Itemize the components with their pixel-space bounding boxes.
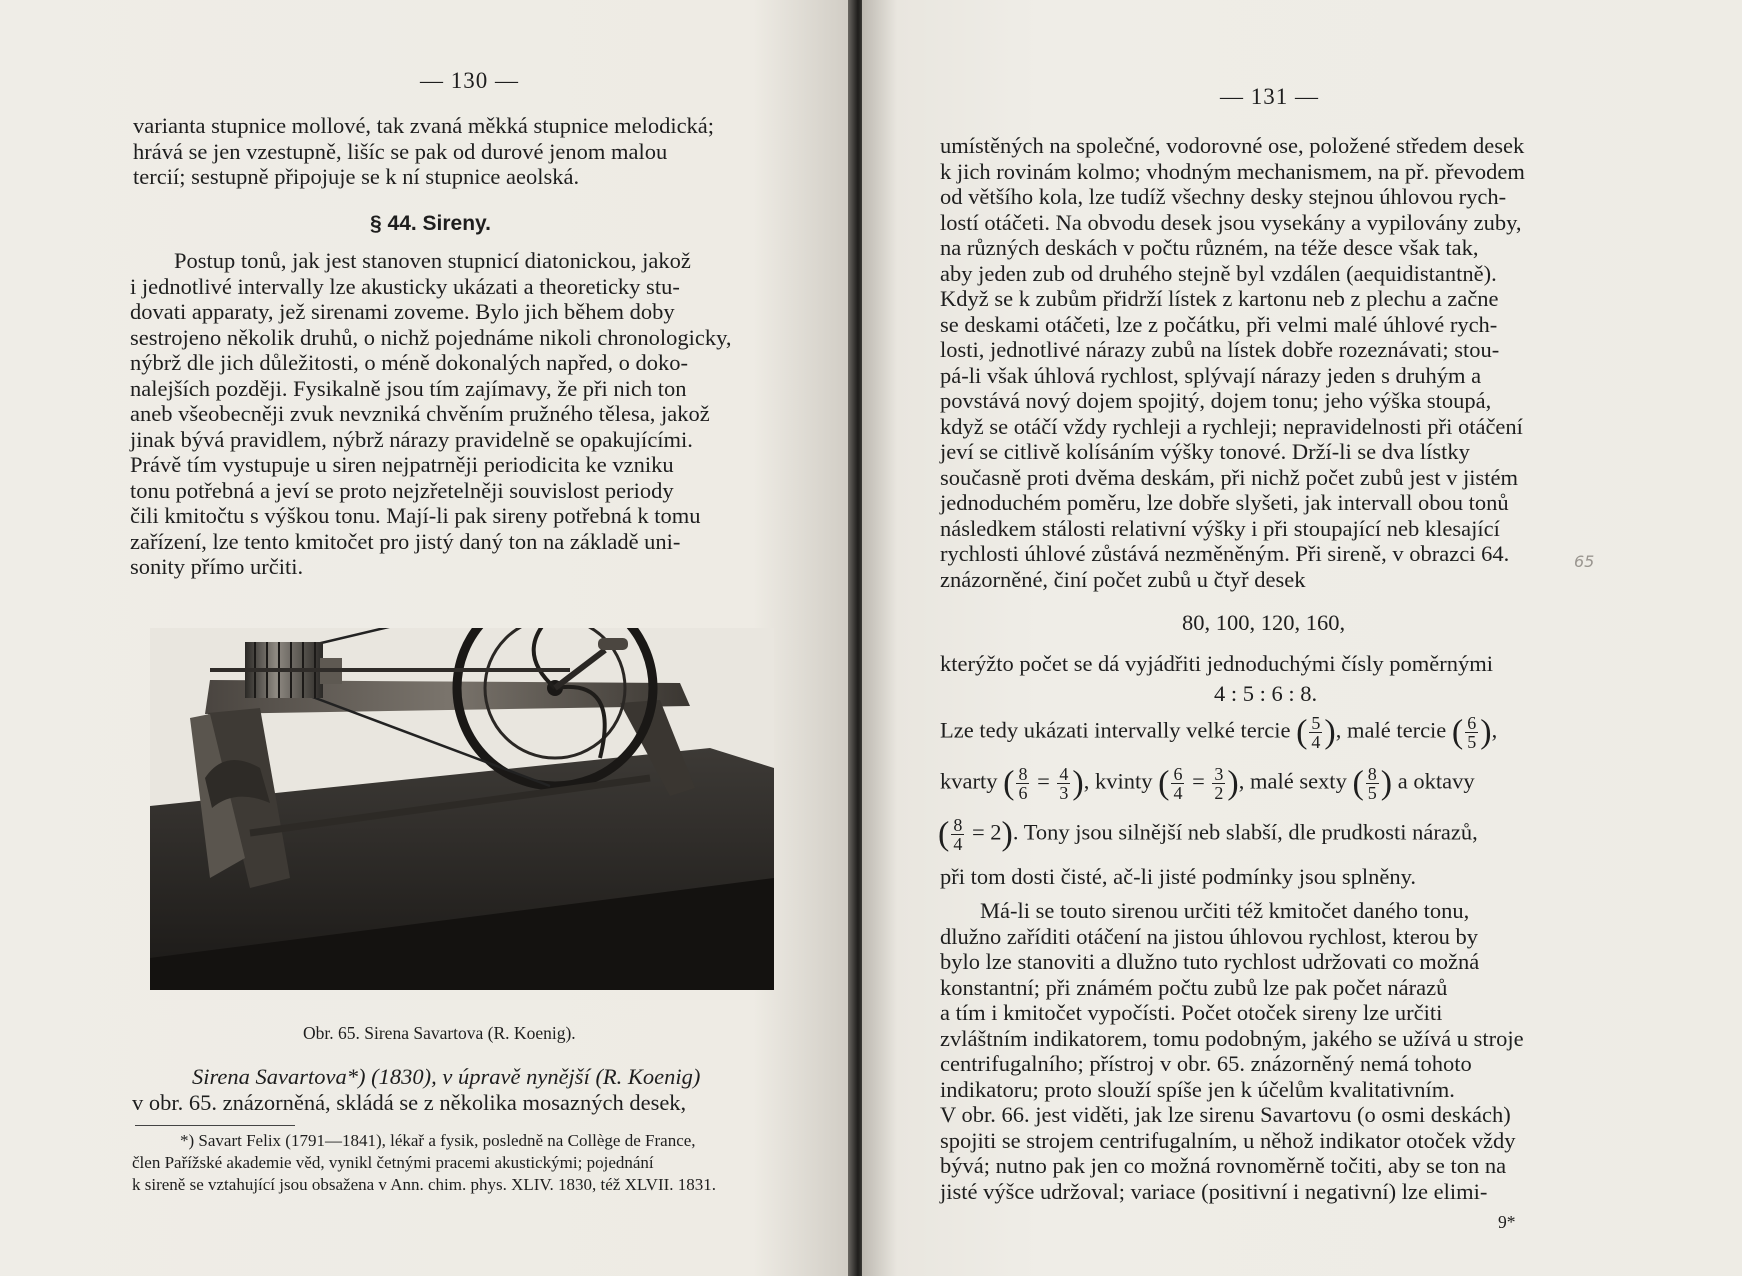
crank-handle <box>598 638 628 650</box>
fraction <box>1366 765 1379 802</box>
text-line: Když se k zubům přidrží lístek z kartonu neb z plechu a začne <box>940 286 1499 311</box>
text-line: zařízení, lze tento kmitočet pro jistý daný ton na základě uni- <box>130 528 681 554</box>
text-line: jeví se citlivě kolísáním výšky tonové. Drží-li se dva lístky <box>940 439 1470 464</box>
footnote-rule <box>135 1125 295 1126</box>
text-line: jinak bývá pravidlem, nýbrž nárazy pravidelně se opakujícími. <box>130 426 693 452</box>
paren: ( <box>1451 713 1464 751</box>
text-line: Sirena Savartova*) (1830), v úpravě nynější (R. Koenig) <box>192 1064 701 1089</box>
paren: ) <box>1324 713 1336 751</box>
text-line: Má-li se touto sirenou určiti též kmitočet daného tonu, <box>980 898 1470 923</box>
fraction <box>951 816 964 853</box>
text-line: znázorněné, činí počet zubů u čtyř desek <box>940 566 1306 592</box>
text-line: bylo lze stanoviti a dlužno tuto rychlost udržovati co možná <box>940 949 1480 974</box>
fraction-numerator: 3 <box>1214 764 1224 784</box>
text-line: umístěných na společné, vodorovné ose, položené středem desek <box>940 133 1525 158</box>
page-number: — 130 — <box>420 68 519 93</box>
fraction-numerator: 4 <box>1059 764 1069 784</box>
text-line: rychlosti úhlové zůstává nezměněným. Při sireně, v obrazci 64. <box>940 541 1510 566</box>
paren: ( <box>1003 764 1015 802</box>
equals-sign: = <box>1192 768 1205 794</box>
fraction-denominator: 4 <box>1311 732 1321 752</box>
fraction-denominator: 5 <box>1467 732 1477 752</box>
footnote <box>132 1130 722 1196</box>
text-fragment: , kvinty <box>1083 768 1153 794</box>
fraction <box>1171 765 1184 802</box>
text-fragment: Lze tedy ukázati intervally velké tercie <box>940 717 1291 743</box>
ratio-intro: kterýžto počet se dá vyjádřiti jednoduchými čísly poměrnými <box>940 651 1493 676</box>
fraction <box>1016 765 1029 802</box>
text-line: na různých deskách v počtu různém, na téže desce však tak, <box>940 235 1479 260</box>
numbers-line: 80, 100, 120, 160, <box>1182 610 1346 635</box>
fraction-denominator: 3 <box>1059 783 1069 803</box>
paren: ) <box>1072 764 1084 802</box>
text-line: pá-li však úhlová rychlost, splývají nárazy jeden s druhým a <box>940 362 1482 388</box>
right-page <box>862 0 1742 1276</box>
text-line: indikatoru; proto slouží spíše jen k účelům kvalitativním. <box>940 1076 1455 1102</box>
paren: ) <box>1001 815 1013 853</box>
equals-sign: = <box>1037 768 1050 794</box>
text-line: bývá; nutno pak jen co možná rovnoměrně točiti, aby se ton na <box>940 1153 1507 1178</box>
fraction <box>1465 714 1478 751</box>
text-line: centrifugalního; přístroj v obr. 65. znázorněný nemá tohoto <box>940 1051 1472 1076</box>
fraction-numerator: 5 <box>1311 713 1321 733</box>
text-line: lostí otáčeti. Na obvodu desek jsou vysekány a vypilovány zuby, <box>940 209 1522 235</box>
fraction-numerator: 8 <box>1367 764 1377 784</box>
paren: ) <box>1480 713 1492 751</box>
fraction <box>1309 714 1322 751</box>
text-line: tercií; sestupně připojuje se k ní stupnice aeolská. <box>133 164 580 189</box>
text-line: se deskami otáčeti, lze z počátku, při velmi malé úhlové rych- <box>940 311 1498 337</box>
text-line: dovati apparaty, jež sirenami zoveme. Bylo jich během doby <box>130 299 675 324</box>
paren: ) <box>1380 764 1393 802</box>
text-fragment: . Tony jsou silnější neb slabší, dle prudkosti nárazů, <box>1012 819 1478 845</box>
text-line: k jich rovinám kolmo; vhodným mechanismem, na př. převodem <box>940 158 1525 184</box>
intervals-line-2 <box>940 765 1475 802</box>
text-line: a tím i kmitočet vypočísti. Počet otoček sireny lze určiti <box>940 1000 1443 1025</box>
text-line: losti, jednotlivé nárazy zubů na lístek dobře rozeznávati; stou- <box>940 337 1500 362</box>
text-line: aby jeden zub od druhého stejně byl vzdálen (aequidistantně). <box>940 260 1497 286</box>
text-line: jisté výšce udržoval; variace (positivní i negativní) lze elimi- <box>940 1178 1488 1204</box>
paren: ( <box>1158 764 1170 802</box>
fraction-denominator: 6 <box>1018 783 1028 803</box>
text-line: povstává nový dojem spojitý, dojem tonu; jeho výška stoupá, <box>940 388 1492 413</box>
fraction-denominator: 4 <box>953 834 963 854</box>
footnote-line: člen Pařížské akademie věd, vynikl četnými pracemi akustickými; pojednání <box>132 1153 654 1172</box>
fraction-numerator: 8 <box>953 815 963 835</box>
fraction <box>1057 765 1070 802</box>
after-figure-paragraph <box>132 1064 718 1115</box>
text-line: varianta stupnice mollové, tak zvaná měkká stupnice melodická; <box>133 113 715 138</box>
paren: ( <box>1296 713 1308 751</box>
body-paragraph <box>130 248 732 580</box>
fraction-denominator: 5 <box>1367 783 1377 803</box>
fraction-numerator: 6 <box>1173 764 1183 784</box>
fraction-numerator: 8 <box>1018 764 1028 784</box>
intervals-line-4: při tom dosti čisté, ač-li jisté podmínky jsou splněny. <box>940 864 1416 889</box>
opening-paragraph <box>133 113 715 190</box>
figure-caption: Obr. 65. Sirena Savartova (R. Koenig). <box>303 1023 576 1043</box>
closing-paragraph <box>940 898 1532 1204</box>
text-line: nýbrž dle jich důležitosti, o méně dokonalých napřed, o doko- <box>130 350 688 375</box>
siren-figure-photo <box>150 628 774 990</box>
paren: ( <box>1352 764 1364 802</box>
text-line: spojiti se strojem centrifugalním, u něhož indikator otoček vždy <box>940 1127 1516 1153</box>
text-line: v obr. 65. znázorněná, skládá se z několika mosazných desek, <box>132 1089 687 1115</box>
text-fragment: a oktavy <box>1392 768 1475 794</box>
text-line: nalejších později. Fysikalně jsou tím zajímavy, že při nich ton <box>130 375 687 401</box>
page-number: — 131 — <box>1220 84 1319 109</box>
text-line: čili kmitočtu s výškou tonu. Mají-li pak sireny potřebná k tomu <box>130 503 701 528</box>
text-line: konstantní; při známém počtu zubů lze pak počet nárazů <box>940 974 1448 1000</box>
text-line: dlužno zaříditi otáčení na jistou úhlovou rychlost, kterou by <box>940 923 1479 949</box>
fraction <box>1212 765 1225 802</box>
signature-mark: 9* <box>1498 1212 1516 1232</box>
fraction-denominator: 4 <box>1173 783 1183 803</box>
fraction-denominator: 2 <box>1214 783 1224 803</box>
intervals-line-1 <box>940 714 1497 751</box>
fraction-numerator: 6 <box>1467 713 1477 733</box>
text-fragment: , malé sexty <box>1238 768 1347 794</box>
text-line: když se otáčí vždy rychleji a rychleji; nepravidelnosti při otáčení <box>940 413 1523 439</box>
body-paragraph <box>940 133 1532 592</box>
footnote-line: *) Savart Felix (1791—1841), lékař a fysik, posledně na Collège de France, <box>180 1131 696 1150</box>
text-line: Právě tím vystupuje u siren nejpatrněji periodicita ke vzniku <box>130 452 674 477</box>
octave-value: = 2 <box>971 819 1002 845</box>
text-line: V obr. 66. jest viděti, jak lze sirenu Savartovu (o osmi deskách) <box>940 1102 1511 1127</box>
text-line: aneb všeobecněji zvuk nevzniká chvěním pružného tělesa, jakož <box>130 401 710 426</box>
text-line: od většího kola, lze tudíž všechny desky stejnou úhlovou rych- <box>940 184 1507 209</box>
text-line: tonu potřebná a jeví se proto nejzřetelněji souvislost periody <box>130 477 674 503</box>
paren: ( <box>938 815 950 853</box>
text-line: současně proti dvěma deskám, při nichž počet zubů jest v jistém <box>940 464 1518 490</box>
text-line: i jednotlivé intervally lze akusticky ukázati a theoreticky stu- <box>130 273 680 299</box>
text-fragment: , <box>1491 717 1498 743</box>
text-line: sonity přímo určiti. <box>130 554 304 579</box>
intervals-line-3 <box>938 816 1478 853</box>
text-line: zvláštním indikatorem, tomu podobným, jakého se užívá u stroje <box>940 1025 1524 1051</box>
paren: ) <box>1227 764 1239 802</box>
section-heading: § 44. Sireny. <box>370 212 492 235</box>
text-fragment: , malé tercie <box>1335 717 1447 743</box>
footnote-line: k sireně se vztahující jsou obsažena v Ann. chim. phys. XLIV. 1830, též XLVII. 1831. <box>132 1175 717 1194</box>
ratio-line: 4 : 5 : 6 : 8. <box>1214 681 1318 706</box>
left-page <box>0 0 856 1276</box>
text-line: sestrojeno několik druhů, o nichž pojednáme nikoli chronologicky, <box>130 324 732 350</box>
margin-note: 65 <box>1574 552 1595 571</box>
text-line: Postup tonů, jak jest stanoven stupnicí diatonickou, jakož <box>174 248 691 273</box>
text-line: následkem stálosti relativní výšky i při stoupající neb klesající <box>940 515 1500 541</box>
text-line: hrává se jen vzestupně, lišíc se pak od durové jenom malou <box>133 138 668 164</box>
text-line: jednoduchém poměru, lze dobře slyšeti, jak intervall obou tonů <box>940 490 1509 515</box>
text-fragment: kvarty <box>940 768 998 794</box>
